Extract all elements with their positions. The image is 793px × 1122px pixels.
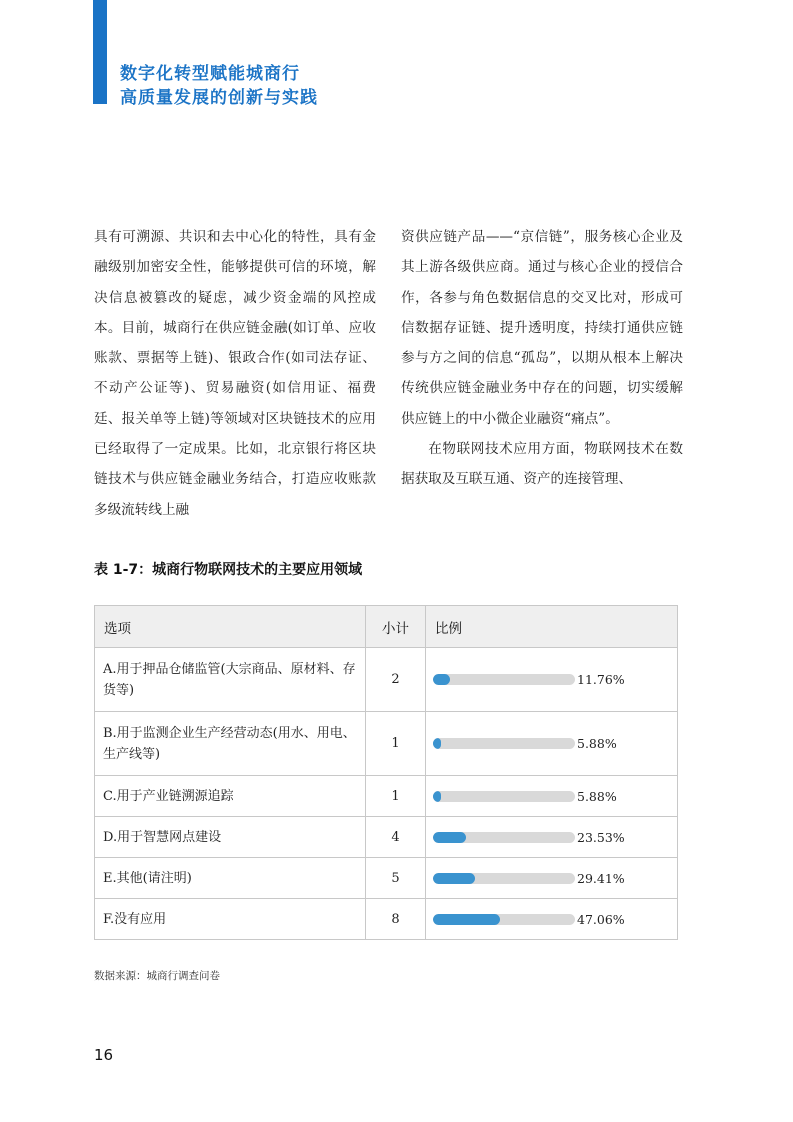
ratio-bar-track bbox=[433, 738, 575, 749]
body-column-left bbox=[94, 222, 376, 525]
ratio-bar-fill bbox=[433, 914, 500, 925]
ratio-bar-wrap bbox=[433, 736, 669, 751]
ratio-bar-wrap bbox=[433, 789, 669, 804]
option-cell: A.用于押品仓储监管(大宗商品、原材料、存货等) bbox=[95, 648, 366, 712]
data-source-note: 数据来源：城商行调查问卷 bbox=[94, 970, 220, 982]
ratio-bar-wrap bbox=[433, 672, 669, 687]
count-cell: 2 bbox=[366, 648, 426, 712]
book-title bbox=[120, 62, 318, 110]
ratio-cell bbox=[426, 712, 678, 776]
table-row bbox=[95, 858, 678, 899]
book-title-line1: 数字化转型赋能城商行 bbox=[120, 64, 300, 84]
table-body bbox=[95, 648, 678, 940]
header-accent-bar bbox=[93, 0, 107, 104]
ratio-bar-track bbox=[433, 873, 575, 884]
ratio-label: 5.88% bbox=[577, 788, 617, 804]
ratio-bar-fill bbox=[433, 674, 450, 685]
body-paragraph: 在物联网技术应用方面，物联网技术在数据获取及互联互通、资产的连接管理、 bbox=[401, 441, 683, 488]
option-cell: E.其他(请注明) bbox=[95, 858, 366, 899]
book-title-line2: 高质量发展的创新与实践 bbox=[120, 88, 318, 108]
count-cell: 5 bbox=[366, 858, 426, 899]
table-row bbox=[95, 899, 678, 940]
survey-table bbox=[94, 605, 678, 940]
count-cell: 1 bbox=[366, 776, 426, 817]
table-header-row bbox=[95, 606, 678, 648]
ratio-bar-fill bbox=[433, 832, 466, 843]
table-row bbox=[95, 776, 678, 817]
page-number: 16 bbox=[94, 1046, 114, 1064]
ratio-label: 47.06% bbox=[577, 911, 625, 927]
ratio-cell bbox=[426, 776, 678, 817]
count-cell: 4 bbox=[366, 817, 426, 858]
ratio-label: 23.53% bbox=[577, 829, 625, 845]
ratio-bar-track bbox=[433, 674, 575, 685]
body-paragraph: 具有可溯源、共识和去中心化的特性，具有金融级别加密安全性，能够提供可信的环境，解决信息被篡改的疑虑，减少资金端的风控成本。目前，城商行在供应链金融(如订单、应收账款、票据等上链)、银政合作(如司法存证、不动产公证等)、贸易融资(如信用证、福费廷、报关单等上链)等领域对区块链技术的应用已经取得了一定成果。比如，北京银行将区块链技术与供应链金融业务结合，打造应收账款多级流转线上融 bbox=[94, 229, 376, 518]
ratio-bar-wrap bbox=[433, 871, 669, 886]
ratio-label: 11.76% bbox=[577, 672, 625, 687]
column-header-count: 小计 bbox=[366, 606, 426, 648]
option-cell: B.用于监测企业生产经营动态(用水、用电、生产线等) bbox=[95, 712, 366, 776]
ratio-bar-fill bbox=[433, 873, 475, 884]
ratio-bar-wrap bbox=[433, 912, 669, 927]
option-cell: C.用于产业链溯源追踪 bbox=[95, 776, 366, 817]
ratio-bar-track bbox=[433, 914, 575, 925]
table-caption: 表 1-7：城商行物联网技术的主要应用领域 bbox=[94, 562, 363, 578]
ratio-bar-wrap bbox=[433, 830, 669, 845]
body-column-right bbox=[401, 222, 683, 495]
ratio-cell bbox=[426, 899, 678, 940]
table-row bbox=[95, 648, 678, 712]
ratio-cell bbox=[426, 858, 678, 899]
column-header-ratio: 比例 bbox=[426, 606, 678, 648]
ratio-label: 5.88% bbox=[577, 736, 617, 751]
table-row bbox=[95, 712, 678, 776]
count-cell: 1 bbox=[366, 712, 426, 776]
ratio-label: 29.41% bbox=[577, 870, 625, 886]
ratio-bar-track bbox=[433, 832, 575, 843]
ratio-bar-track bbox=[433, 791, 575, 802]
option-cell: D.用于智慧网点建设 bbox=[95, 817, 366, 858]
option-cell: F.没有应用 bbox=[95, 899, 366, 940]
table-row bbox=[95, 817, 678, 858]
column-header-option: 选项 bbox=[95, 606, 366, 648]
ratio-bar-fill bbox=[433, 738, 441, 749]
body-paragraph: 资供应链产品——“京信链”，服务核心企业及其上游各级供应商。通过与核心企业的授信合作，各参与角色数据信息的交叉比对，形成可信数据存证链、提升透明度，持续打通供应链参与方之间的信息“孤岛”，以期从根本上解决传统供应链金融业务中存在的问题，切实缓解供应链上的中小微企业融资“痛点”。 bbox=[401, 229, 683, 427]
ratio-bar-fill bbox=[433, 791, 441, 802]
count-cell: 8 bbox=[366, 899, 426, 940]
ratio-cell bbox=[426, 817, 678, 858]
ratio-cell bbox=[426, 648, 678, 712]
